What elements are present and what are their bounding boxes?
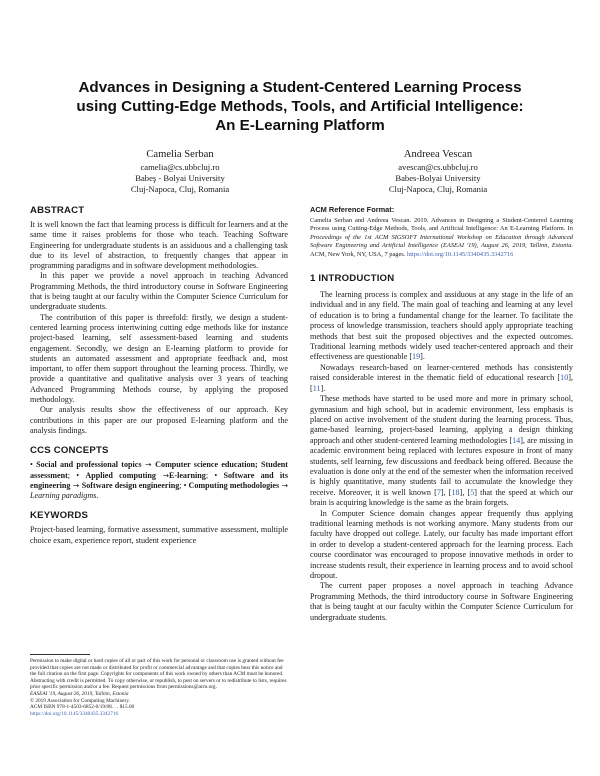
acm-reference-text: Camelia Serban and Andreea Vescan. 2019. Advances in Designing a Student-Centered Learning Process using Cutting-Edge Methods, Tools, and Artificial Intelligence: An E-Learning Platform. In Proceedings of the 1st ACM SIGSOFT International Workshop on Education through Advanced Software Engineering and Artificial Intelligence (EASEAI '19), August 26, 2019, Tallinn, Estonia. ACM, New York, NY, USA, 7 pages. https://doi.org/10.1145/3340435.3342716 [310,217,573,258]
citation-link[interactable]: 5 [470,487,475,497]
abstract-paragraph: In this paper we provide a novel approach in teaching Advanced Programming Methods, the third introductory course in Software Engineering that is being taught at our faculty within the Computer Science Curriculum for undergraduate students. [30,271,288,312]
citation-link[interactable]: 18 [451,487,460,497]
acm-doi-link[interactable]: https://doi.org/10.1145/3340435.3342716 [407,250,514,258]
citation-link[interactable]: 11 [312,383,321,393]
title-line: An E-Learning Platform [215,117,385,134]
conference-info: EASEAI '19, August 26, 2019, Tallinn, Estonia [30,690,129,697]
intro-paragraph: The current paper proposes a novel approach in teaching Advance Programming Methods, the third introductory course in Software Engineering that is being taught at our faculty within the Computer Science Curriculum for undergraduate students. [310,581,573,622]
abstract-section [30,205,288,436]
citation-link[interactable]: 14 [512,435,521,445]
acm-reference-format [310,205,573,259]
doi-link[interactable]: https://doi.org/10.1145/3340435.3342716 [30,710,119,717]
permission-text: Permission to make digital or hard copies of all or part of this work for personal or classroom use is granted without fee provided that copies are not made or distributed for profit or commercial advantage and that copies bear this notice and the full citation on the first page. Copyrights for components of this work owned by others than ACM must be honored. Abstracting with credit is permitted. To copy otherwise, or republish, to post on servers or to redistribute to lists, requires prior specific permission and/or a fee. Request permissions from permissions@acm.org. [30,658,287,691]
acm-reference-heading: ACM Reference Format: [310,205,395,214]
author-location: Cluj-Napoca, Cluj, Romania [130,184,230,194]
intro-paragraph: In Computer Science domain changes appear frequently thus applying traditional learning methods is not working anymore. Many students from our faculty have dropped out college. Lately, our faculty has made important effort in order to develop a student-centered approach for the learning process. Each course coordinator was encouraged to propose innovative methods in order to increase students result, their experience in learning process and to avoid school dropout. [310,508,573,580]
title-line: using Cutting-Edge Methods, Tools, and Artificial Intelligence: [76,98,524,115]
keywords-heading: KEYWORDS [30,510,89,522]
author-email: avescan@cs.ubbcluj.ro [398,162,478,172]
intro-paragraph: The learning process is complex and assiduous at any stage in the life of an individual and in any field. The main goal of teaching and learning at any level of education is to bring a fundamental change for the learner. To facilitate the process of knowledge transmission, teachers should apply appropriate teaching methods that best suit the proposed objectives and the expected outcomes. Traditional learning methods widely used teacher-centered approach and their effectiveness are questionable [19]. [310,290,573,362]
keywords-text: Project-based learning, formative assessment, summative assessment, multiple choice exam, experience report, student experience [30,525,288,545]
keywords-section [30,510,288,546]
author-affiliation: Babeş - Bolyai University [135,173,225,183]
permission-footnote [30,658,288,717]
copyright-text: © 2019 Association for Computing Machinery. [30,697,130,704]
right-column [310,205,573,623]
abstract-paragraph: The contribution of this paper is threefold: firstly, we design a student-centered learning process intertwining cutting edge methods like for instance project-based learning, self assessment-based learning and students engagement. Secondly, we design an E-learning platform to provide for students an automated assessment and appropriate feedback and, most important, to offer them support throughout the learning process. Thirdly, we provide a quantitative and qualitative analysis over 3 years of teaching Advanced Programming Methods course, by applying the proposed methodology. [30,312,288,405]
introduction-heading: 1 INTRODUCTION [310,273,395,285]
ccs-concepts: • Social and professional topics → Computer science education; Student assessment; • Applied computing →E-learning; • Software and its engineering → Software design engineering; • Computing methodologies → Learning paradigms. [30,460,288,501]
author-name: Andreea Vescan [403,149,473,160]
citation-link[interactable]: 7 [436,487,441,497]
abstract-paragraph: It is well known the fact that learning process is difficult for learners and at the same time it raises problems for those who teach. Teaching Software Engineering for undergraduate students is an assiduous and a challenging task due to its level of abstraction, to frequently changes that appear in programming paradigms and in software development methodologies. [30,220,288,271]
abstract-heading: ABSTRACT [30,205,85,216]
intro-paragraph: Nowadays research-based on learner-centered methods has consistently raised considerable interest in the thematic field of educational research [10], [11]. [310,362,573,393]
title-line: Advances in Designing a Student-Centered Learning Process [78,79,522,96]
author-name: Camelia Serban [146,149,214,160]
citation-link[interactable]: 19 [412,352,421,362]
author-email: camelia@cs.ubbcluj.ro [140,162,220,172]
abstract-paragraph: Our analysis results show the effectiveness of our approach. Key contributions in this paper are our proposed E-learning platform and the analysis findings. [30,405,288,435]
intro-paragraph: These methods have started to be used more and more in primary school, gymnasium and high school, but in academic environment, less emphasis is placed on active involvement of the student during the learning process. Thus, game-based learning, project-based learning, applying a design thinking approach and other student-centered learning methodologies [14], are missing in academic environment being replaced with lectures exposure in front of many students, self learning, few discussions and feedback being offered. Because the evaluation is done only at the end of the semester when the information received is highly quantitative, many students fail to accumulate the knowledge they receive. Moreover, it is well known [7], [18], [5] that the speed at which our brain is acquiring knowledge is the same as the brain forgets. [310,394,573,508]
author-block-2 [328,148,548,195]
isbn-text: ACM ISBN 978-1-4503-6852-0/19/08. . . $15.00 [30,704,135,711]
ccs-heading: CCS CONCEPTS [30,445,109,457]
left-column [30,205,288,555]
author-affiliation: Babes-Bolyai University [395,173,481,183]
paper-title [20,78,580,135]
citation-link[interactable]: 10 [560,373,569,383]
introduction-section [310,273,573,623]
footnote-divider [30,654,90,655]
ccs-section [30,445,288,501]
author-block-1 [70,148,290,195]
author-location: Cluj-Napoca, Cluj, Romania [388,184,488,194]
